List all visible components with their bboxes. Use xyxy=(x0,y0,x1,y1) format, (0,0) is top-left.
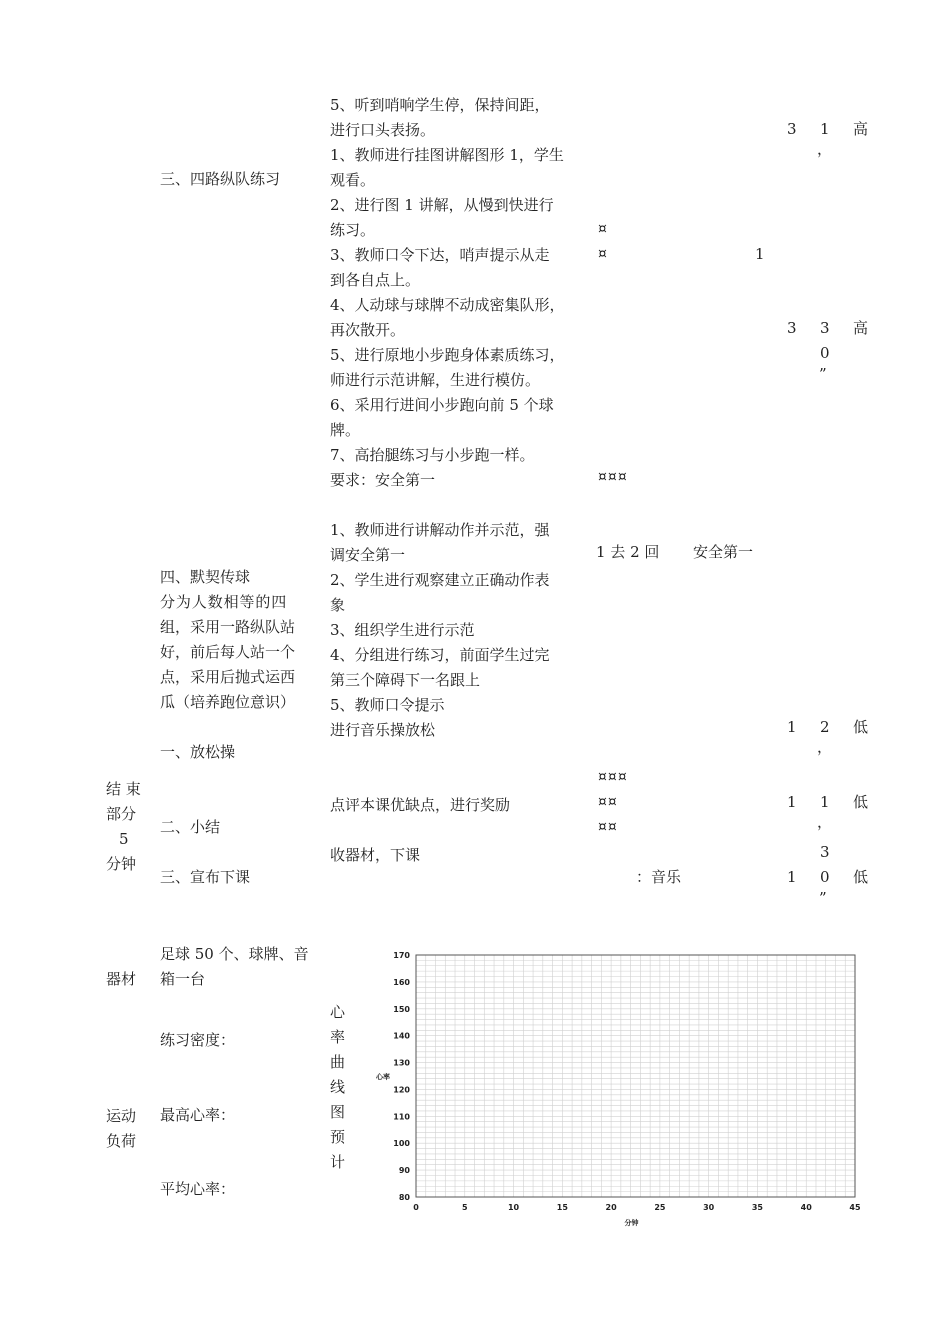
reps-value: 3 xyxy=(787,319,797,337)
y-axis-label: 心率 xyxy=(376,1073,390,1081)
content-line: 点评本课优缺点，进行奖励 xyxy=(330,796,511,814)
avg-heart-rate-label: 平均心率： xyxy=(160,1180,236,1198)
y-tick-label: 120 xyxy=(393,1085,410,1095)
tacit-pass-desc-1: 分为人数相等的四 xyxy=(160,593,288,611)
tacit-pass-title: 四、默契传球 xyxy=(160,568,251,586)
drill-four-columns-title: 三、四路纵队练习 xyxy=(160,170,281,188)
tacit-pass-desc-5: 瓜（培养跑位意识） xyxy=(160,693,296,711)
formation-symbol: ¤ xyxy=(598,246,607,262)
content-line: 进行音乐操放松 xyxy=(330,721,436,739)
formation-symbol: ¤¤ xyxy=(598,819,618,835)
y-tick-label: 80 xyxy=(398,1193,410,1202)
music-note: ：音乐 xyxy=(636,868,682,886)
time-value: ” xyxy=(819,889,827,907)
end-part-label-1: 结 束 xyxy=(106,780,141,798)
chart-caption-char: 线 xyxy=(330,1078,346,1096)
x-tick-label: 5 xyxy=(461,1203,468,1212)
y-tick-label: 170 xyxy=(393,951,410,960)
formation-symbol: ¤¤ xyxy=(598,794,618,810)
time-value: 2 xyxy=(820,718,830,736)
content-line: 7、高抬腿练习与小步跑一样。 xyxy=(330,446,535,464)
content-line: 象 xyxy=(330,596,346,614)
reps-value: 1 xyxy=(787,793,797,811)
tacit-pass-desc-2: 组，采用一路纵队站 xyxy=(160,618,296,636)
content-line: 练习。 xyxy=(330,221,376,239)
time-value: 3 xyxy=(820,843,830,861)
end-part-label-4: 分钟 xyxy=(106,855,137,873)
content-line: 2、进行图 1 讲解，从慢到快进行 xyxy=(330,196,554,214)
x-tick-label: 25 xyxy=(654,1203,666,1212)
dismiss-title: 三、宣布下课 xyxy=(160,868,251,886)
go-back-note: 1 去 2 回 xyxy=(596,543,660,561)
x-tick-label: 40 xyxy=(800,1203,812,1212)
time-value: 0 xyxy=(820,868,830,886)
content-line: 1、教师进行讲解动作并示范，强 xyxy=(330,521,550,539)
formation-symbol: ¤¤¤ xyxy=(598,769,628,785)
end-part-label-2: 部分 xyxy=(106,805,137,823)
content-line: 4、人动球与球牌不动成密集队形， xyxy=(330,296,565,314)
content-line: 师进行示范讲解，生进行模仿。 xyxy=(330,371,541,389)
max-heart-rate-label: 最高心率： xyxy=(160,1106,236,1124)
time-value: ” xyxy=(819,365,827,383)
load-label-1: 运动 xyxy=(106,1107,137,1125)
content-line xyxy=(330,818,590,843)
time-value: 1 xyxy=(820,793,830,811)
y-tick-label: 90 xyxy=(398,1166,410,1176)
content-line: 2、学生进行观察建立正确动作表 xyxy=(330,571,550,589)
content-line xyxy=(330,743,590,768)
content-line: 5、听到哨响学生停，保持间距， xyxy=(330,96,550,114)
tacit-pass-desc-4: 点，采用后抛式运西 xyxy=(160,668,296,686)
content-line: 5、进行原地小步跑身体素质练习， xyxy=(330,346,565,364)
equipment-text-1: 足球 50 个、球牌、音 xyxy=(160,945,309,963)
reps-value: 1 xyxy=(787,868,797,886)
chart-caption-char: 曲 xyxy=(330,1053,346,1071)
content-line: 牌。 xyxy=(330,421,361,439)
formation-symbol: ¤¤¤ xyxy=(598,469,628,485)
content-line: 4、分组进行练习，前面学生过完 xyxy=(330,646,550,664)
reps-value: 3 xyxy=(787,120,797,138)
y-tick-label: 160 xyxy=(393,977,410,987)
content-line: 3、组织学生进行示范 xyxy=(330,621,475,639)
y-tick-label: 110 xyxy=(393,1112,410,1122)
equipment-label: 器材 xyxy=(106,970,137,988)
intensity-value: 低 xyxy=(853,793,869,811)
content-line: 要求：安全第一 xyxy=(330,471,436,489)
intensity-value: 高 xyxy=(853,120,869,138)
intensity-value: 高 xyxy=(853,319,869,337)
formation-symbol: ¤ xyxy=(598,221,607,237)
density-label: 练习密度： xyxy=(160,1031,236,1049)
content-line: 6、采用行进间小步跑向前 5 个球 xyxy=(330,396,554,414)
heart-rate-chart xyxy=(360,940,870,1240)
time-value: ， xyxy=(817,140,833,158)
y-tick-label: 150 xyxy=(393,1004,410,1014)
y-tick-label: 140 xyxy=(393,1031,410,1041)
y-tick-label: 100 xyxy=(393,1139,410,1149)
content-line: 第三个障碍下一名跟上 xyxy=(330,671,481,689)
safety-note: 安全第一 xyxy=(693,543,754,561)
chart-caption-char: 图 xyxy=(330,1103,346,1121)
y-tick-label: 130 xyxy=(393,1058,410,1068)
chart-caption-char: 预 xyxy=(330,1128,346,1146)
content-line: 调安全第一 xyxy=(330,546,406,564)
x-tick-label: 0 xyxy=(413,1203,419,1212)
intensity-value: 低 xyxy=(853,868,869,886)
intensity-value: 低 xyxy=(853,718,869,736)
reps-value: 1 xyxy=(787,718,797,736)
x-tick-label: 45 xyxy=(849,1203,861,1212)
load-label-2: 负荷 xyxy=(106,1132,137,1150)
content-line xyxy=(330,493,590,518)
chart-caption-char: 率 xyxy=(330,1028,346,1046)
group-number: 1 xyxy=(755,245,765,263)
content-line: 进行口头表扬。 xyxy=(330,121,436,139)
content-line: 3、教师口令下达，哨声提示从走 xyxy=(330,246,550,264)
x-tick-label: 20 xyxy=(605,1203,617,1212)
plot-frame xyxy=(416,955,855,1197)
content-column xyxy=(330,93,590,868)
tacit-pass-desc-3: 好，前后每人站一个 xyxy=(160,643,296,661)
time-value: ， xyxy=(817,738,833,756)
content-line: 再次散开。 xyxy=(330,321,406,339)
x-tick-label: 30 xyxy=(703,1203,715,1212)
chart-caption-char: 心 xyxy=(330,1003,346,1021)
end-part-label-3: 5 xyxy=(119,830,129,848)
summary-title: 二、小结 xyxy=(160,818,221,836)
x-tick-label: 35 xyxy=(751,1203,764,1212)
relax-title: 一、放松操 xyxy=(160,743,236,761)
x-axis-label: 分钟 xyxy=(624,1219,639,1227)
equipment-text-2: 箱一台 xyxy=(160,970,206,988)
chart-caption-char: 计 xyxy=(330,1153,346,1171)
content-line: 到各自点上。 xyxy=(330,271,421,289)
content-line: 5、教师口令提示 xyxy=(330,696,445,714)
time-value: 0 xyxy=(820,344,830,362)
x-tick-label: 10 xyxy=(507,1203,520,1212)
time-value: 3 xyxy=(820,319,830,337)
content-line: 观看。 xyxy=(330,171,376,189)
time-value: ， xyxy=(817,813,833,831)
content-line: 1、教师进行挂图讲解图形 1，学生 xyxy=(330,146,564,164)
content-line: 收器材，下课 xyxy=(330,846,421,864)
content-line xyxy=(330,768,590,793)
x-tick-label: 15 xyxy=(556,1203,568,1212)
time-value: 1 xyxy=(820,120,830,138)
